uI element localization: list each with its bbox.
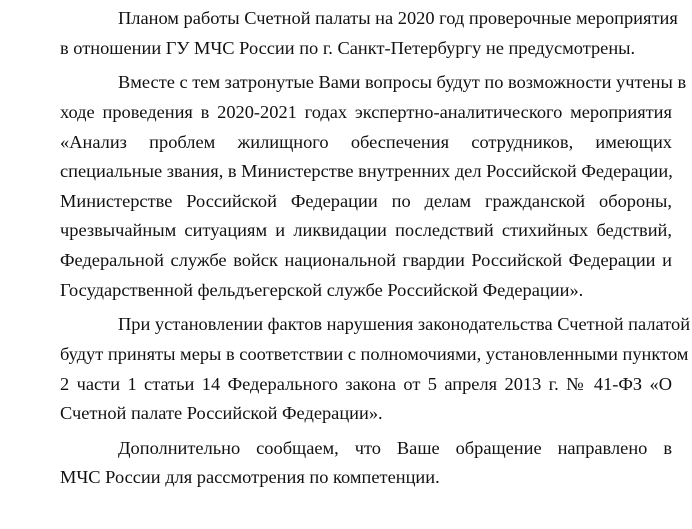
document-page (60, 4, 691, 498)
text-line: МЧС России для рассмотрения по компетенции. (60, 467, 440, 488)
text-line: будут приняты меры в соответствии с полномочиями, установленными пунктом (60, 343, 689, 364)
text-line: Планом работы Счетной палаты на 2020 год проверочные мероприятия (118, 8, 678, 28)
text-line: Федеральной службе войск национальной гвардии Российской Федерации и (60, 249, 672, 270)
text-line: Государственной фельдъегерской службе Российской Федерации». (60, 279, 584, 300)
text-line: При установлении фактов нарушения законодательства Счетной палатой (118, 314, 691, 335)
text-line: специальные звания, в Министерстве внутренних дел Российской Федерации, (60, 161, 673, 182)
text-line: Дополнительно сообщаем, что Ваше обращение направлено в (118, 437, 672, 458)
paragraph-expert-analysis (60, 68, 687, 305)
text-line: «Анализ проблем жилищного обеспечения сотрудников, имеющих (60, 131, 672, 152)
paragraph-forwarded-notice (60, 434, 672, 493)
text-line: Счетной палате Российской Федерации». (60, 403, 383, 424)
paragraph-audit-plan (60, 4, 678, 63)
paragraph-violations-measures (60, 310, 691, 428)
text-line: в отношении ГУ МЧС России по г. Санкт-Петербургу не предусмотрены. (60, 37, 636, 58)
text-line: Вместе с тем затронутые Вами вопросы будут по возможности учтены в (118, 72, 687, 93)
text-line: Министерстве Российской Федерации по делам гражданской обороны, (60, 190, 672, 211)
text-line: чрезвычайным ситуациям и ликвидации последствий стихийных бедствий, (60, 220, 672, 241)
text-line: 2 части 1 статьи 14 Федерального закона от 5 апреля 2013 г. № 41-ФЗ «О (60, 373, 672, 394)
text-line: ходе проведения в 2020-2021 годах экспертно-аналитического мероприятия (60, 101, 672, 122)
